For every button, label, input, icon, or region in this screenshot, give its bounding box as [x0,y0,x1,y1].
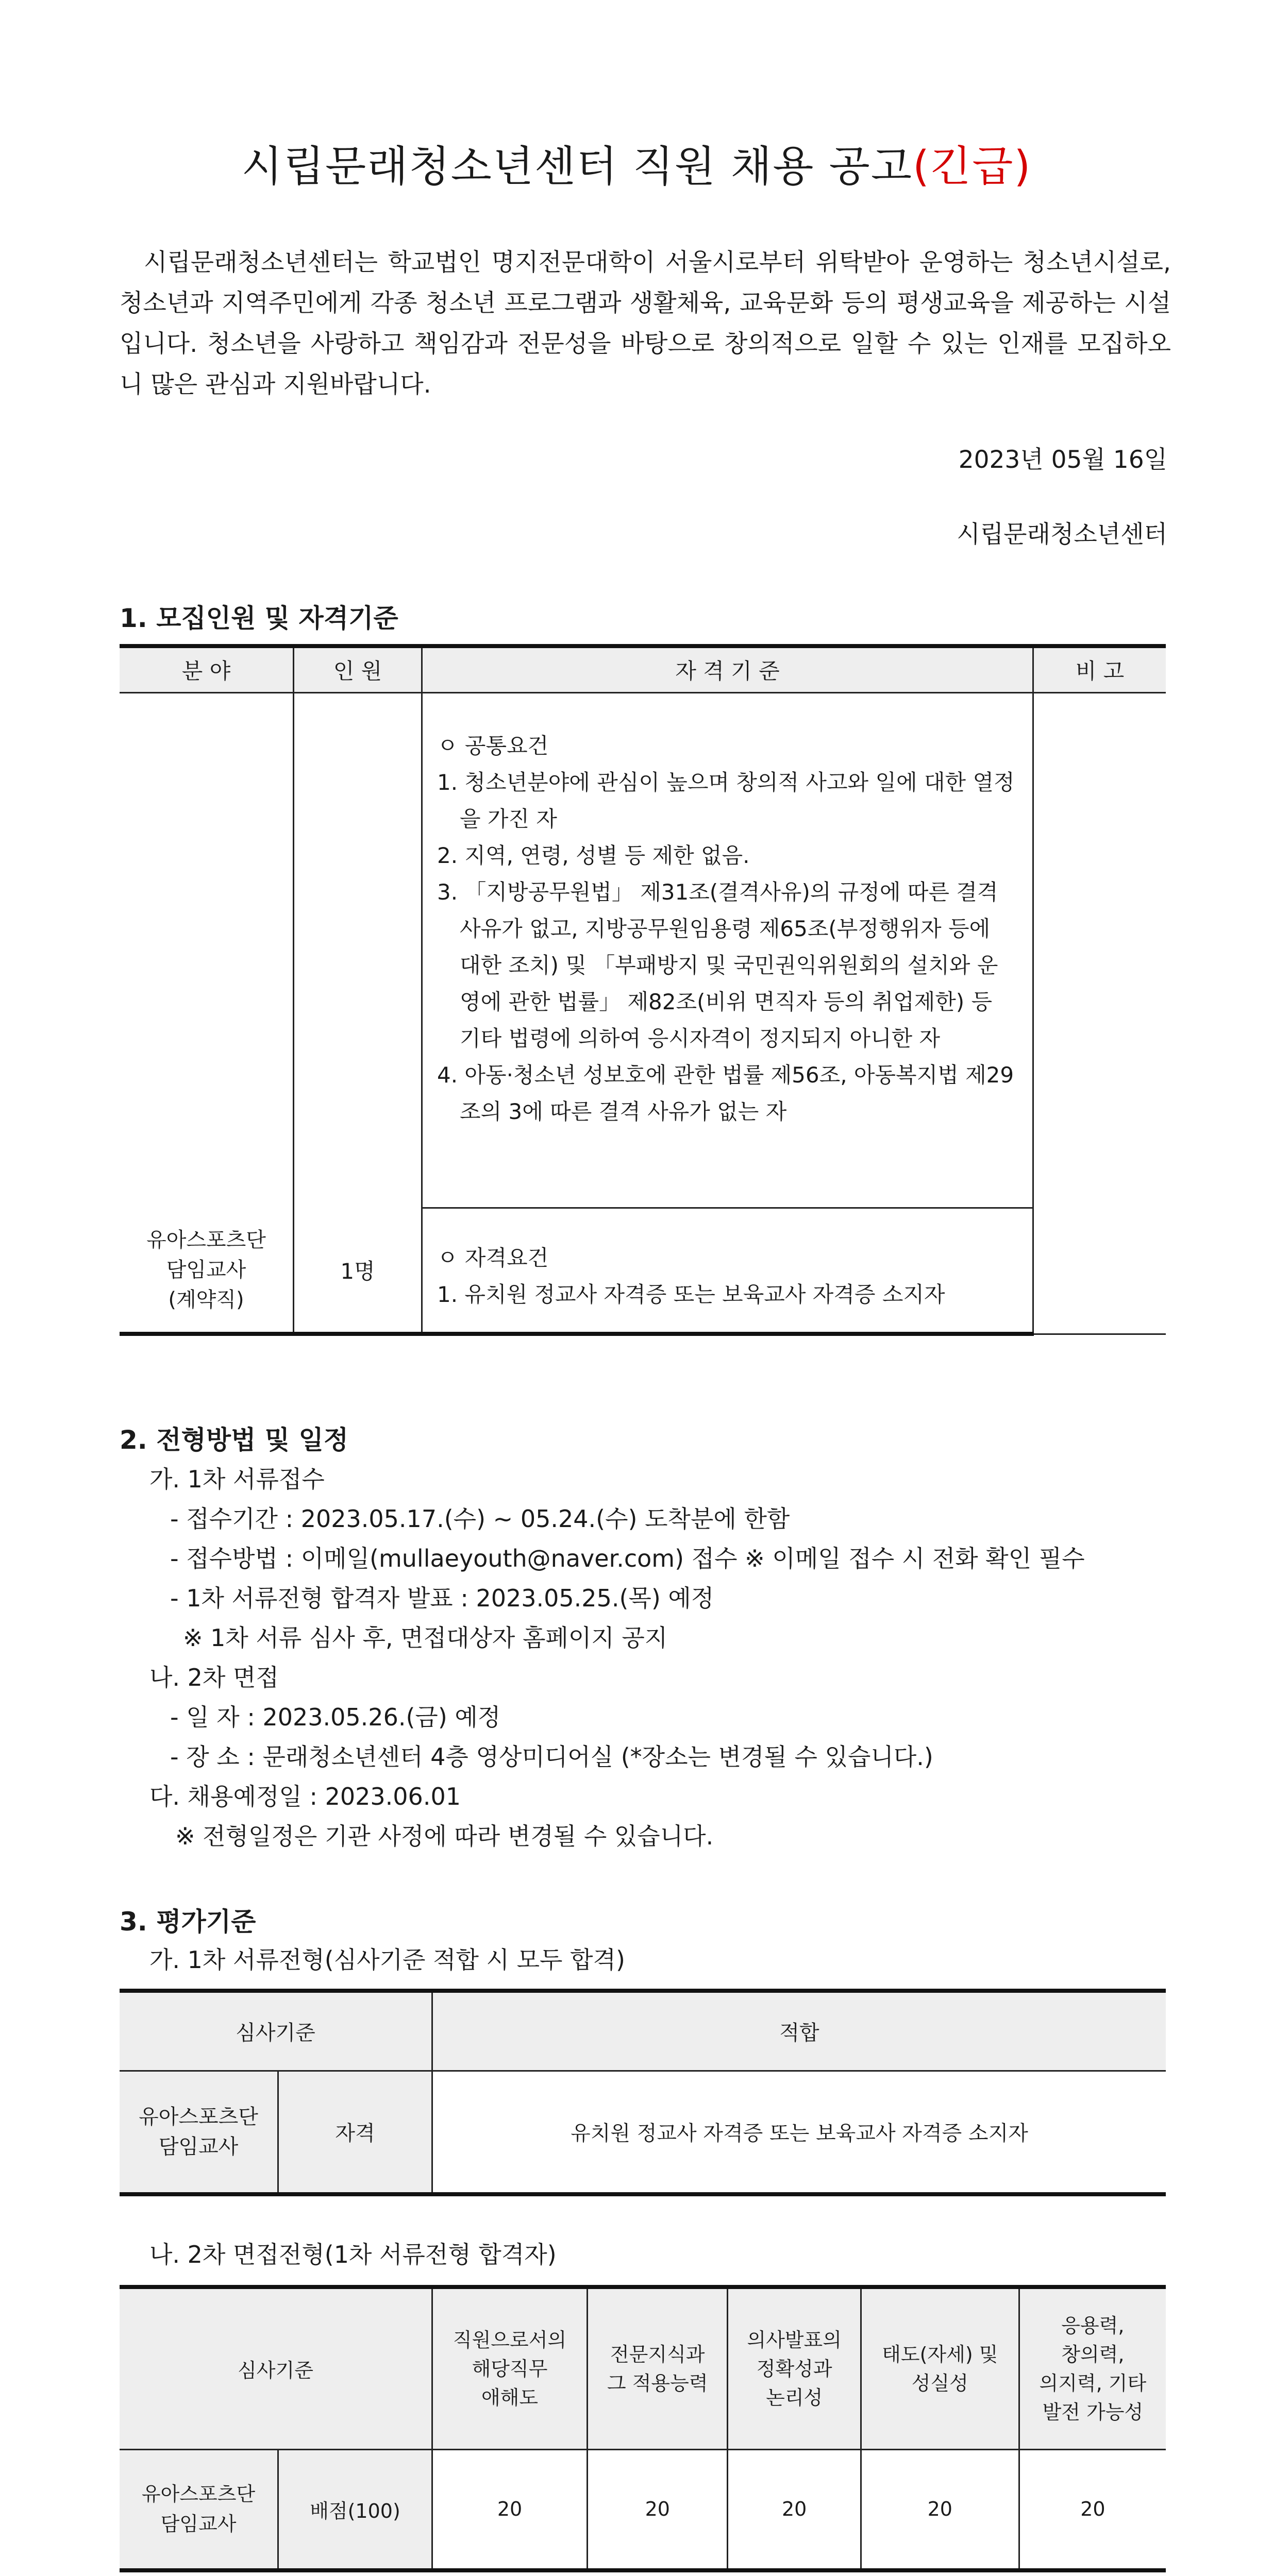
section-3-heading: 3. 평가기준 [120,1907,256,1937]
t2-header-3: 의사발표의 정확성과 논리성 [728,2287,861,2449]
document-screening-table [120,1989,1166,2196]
t1-field: 유아스포츠단 담임교사 [120,2071,278,2194]
s2-line-6: 나. 2차 면접 [149,1664,279,1691]
count-cell-top [294,692,422,1208]
t1-qualification: 자격 [278,2071,432,2194]
t2-header-1: 직원으로서의 해당직무 애해도 [432,2287,588,2449]
t2-score-5: 20 [1019,2449,1166,2570]
t2-header-4: 태도(자세) 및 성실성 [861,2287,1019,2449]
field-line-2: 담임교사 [166,1258,246,1282]
s2-line-9: 다. 채용예정일 : 2023.06.01 [149,1783,461,1810]
section-2-heading: 2. 전형방법 및 일정 [120,1425,349,1455]
s2-line-1: 가. 1차 서류접수 [149,1465,325,1493]
t2-score-2: 20 [588,2449,728,2570]
t1-requirement: 유치원 정교사 자격증 또는 보육교사 자격증 소지자 [432,2071,1166,2194]
organization-name: 시립문래청소년센터 [957,520,1167,549]
page-title [0,133,1273,193]
t1-header-criteria: 심사기준 [120,1991,432,2071]
interview-scoring-table [120,2285,1166,2572]
qual-item: 1. 유치원 정교사 자격증 또는 보육교사 자격증 소지자 [437,1281,945,1307]
field-line-1: 유아스포츠단 [146,1228,266,1252]
t2-header-criteria: 심사기준 [120,2287,432,2449]
common-item-2: 2. 지역, 연령, 성별 등 제한 없음. [437,842,750,868]
common-item-3: 3. 「지방공무원법」 제31조(결격사유)의 규정에 따른 결격사유가 없고, 지방공무원임용령 제65조(부정행위자 등에 대한 조치) 및 「부패방지 및 국민권익위원회의 설치와 운영에 관한 법률」 제82조(비위 면직자 등의 취업제한) 등 기타 법령에 의하여 응시자격이 정지되지 아니한 자 [437,879,998,1051]
t2-score-3: 20 [728,2449,861,2570]
t1-header-pass: 적합 [432,1991,1166,2071]
note-cell [1033,692,1166,1334]
t2-header-5: 응용력, 창의력, 의지력, 기타 발전 가능성 [1019,2287,1166,2449]
s3-sub-1: 가. 1차 서류전형(심사기준 적합 시 모두 합격) [149,1946,625,1974]
s2-line-4: - 1차 서류전형 합격자 발표 : 2023.05.25.(목) 예정 [170,1584,714,1612]
s2-line-3: - 접수방법 : 이메일(mullaeyouth@naver.com) 접수 ※ 이메일 접수 시 전화 확인 필수 [170,1545,1085,1572]
header-criteria: 자 격 기 준 [422,646,1033,692]
notice-date: 2023년 05월 16일 [958,446,1167,474]
title-main: 시립문래청소년센터 직원 채용 공고 [241,142,913,191]
common-title: ㅇ 공통요건 [437,733,549,758]
s2-line-10: ※ 전형일정은 기관 사정에 따라 변경될 수 있습니다. [175,1822,714,1850]
s2-line-2: - 접수기간 : 2023.05.17.(수) ~ 05.24.(수) 도착분에 한함 [170,1505,790,1533]
urgent-tag: (긴급) [912,142,1032,191]
intro-paragraph: 시립문래청소년센터는 학교법인 명지전문대학이 서울시로부터 위탁받아 운영하는 청소년시설로, 청소년과 지역주민에게 각종 청소년 프로그램과 생활체육, 교육문화 등의 평생교육을 제공하는 시설입니다. 청소년을 사랑하고 책임감과 전문성을 바탕으로 창의적으로 일할 수 있는 인재를 모집하오니 많은 관심과 지원바랍니다. [120,248,1171,399]
section-1-heading: 1. 모집인원 및 자격기준 [120,603,398,633]
common-item-1: 1. 청소년분야에 관심이 높으며 창의적 사고와 일에 대한 열정을 가진 자 [437,769,1015,832]
t2-score-4: 20 [861,2449,1019,2570]
header-note: 비 고 [1033,646,1166,692]
s3-sub-2: 나. 2차 면접전형(1차 서류전형 합격자) [149,2241,557,2268]
s2-line-5: ※ 1차 서류 심사 후, 면접대상자 홈페이지 공지 [183,1624,668,1652]
header-field: 분 야 [120,646,294,692]
t2-points: 배점(100) [278,2449,432,2570]
qualification-cell [422,1208,1033,1334]
common-item-4: 4. 아동·청소년 성보호에 관한 법률 제56조, 아동복지법 제29조의 3에 따른 결격 사유가 없는 자 [437,1062,1014,1124]
s2-line-8: - 장 소 : 문래청소년센터 4층 영상미디어실 (*장소는 변경될 수 있습니다.) [170,1743,933,1771]
count-cell: 1명 [294,1208,422,1334]
t2-score-1: 20 [432,2449,588,2570]
s2-line-7: - 일 자 : 2023.05.26.(금) 예정 [170,1703,501,1731]
field-cell-top [120,692,294,1208]
common-requirements-cell [422,692,1033,1208]
t2-field: 유아스포츠단 담임교사 [120,2449,278,2570]
field-line-3: (계약직) [168,1287,244,1312]
qualification-table [120,644,1166,1336]
t2-header-2: 전문지식과 그 적용능력 [588,2287,728,2449]
qual-title: ㅇ 자격요건 [437,1245,549,1270]
field-cell [120,1208,294,1334]
header-count: 인 원 [294,646,422,692]
